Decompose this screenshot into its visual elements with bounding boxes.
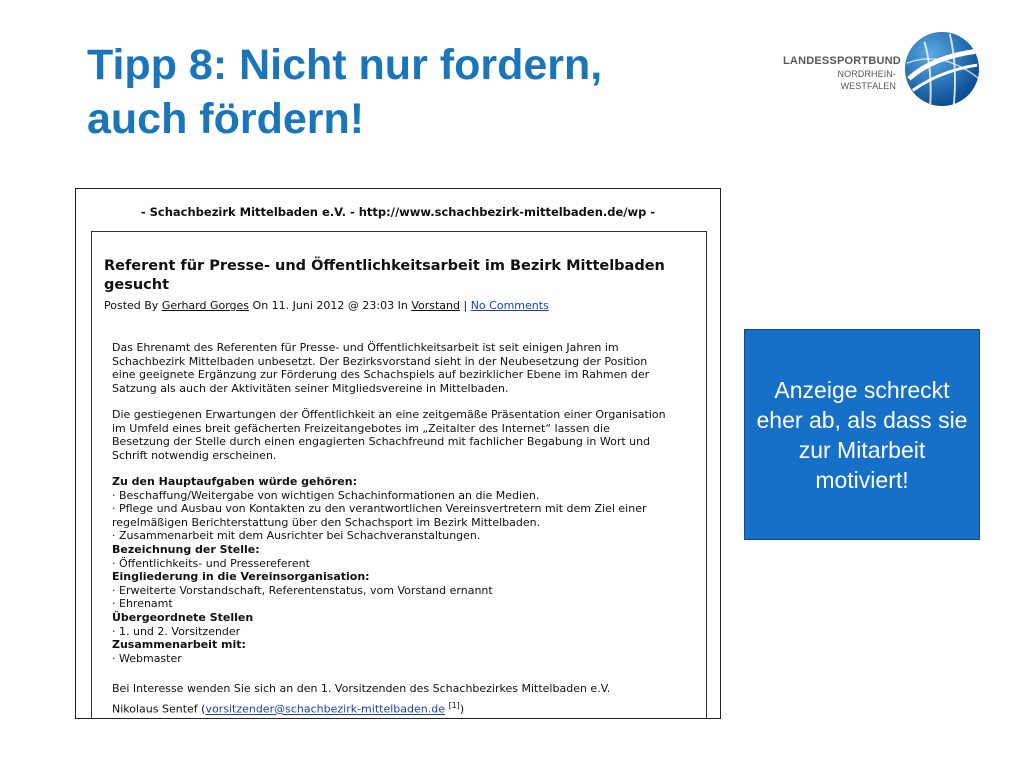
article-box <box>91 231 707 719</box>
paragraph-2 <box>112 408 707 462</box>
contact-footer <box>112 680 707 718</box>
callout-box <box>744 329 980 540</box>
logo-text <box>783 54 901 92</box>
footer-name: Nikolaus Sentef ( <box>112 702 206 716</box>
task-item: · Pflege und Ausbau von Kontakten zu den verantwortlichen Vereinsvertretern mit dem Ziel einer <box>112 502 647 516</box>
footer-line-2 <box>112 697 707 718</box>
integration-item: · Erweiterte Vorstandschaft, Referentenstatus, vom Vorstand ernannt <box>112 583 493 597</box>
post-title-line-1: Referent für Presse- und Öffentlichkeitsarbeit im Bezirk Mittelbaden <box>104 258 665 274</box>
p1-line: Satzung als auch der Aktivitäten seiner Mitgliedsvereine in Mittelbaden. <box>112 381 509 395</box>
cooperation-heading: Zusammenarbeit mit: <box>112 638 246 652</box>
author-link[interactable]: Gerhard Gorges <box>161 299 250 312</box>
meta-separator: | <box>463 299 468 312</box>
p1-line: Schachbezirk Mittelbaden unbesetzt. Der Bezirksvorstand sieht in der Neubesetzung der Position <box>112 354 648 368</box>
slide-title <box>87 38 602 146</box>
scan-header: - Schachbezirk Mittelbaden e.V. - http://www.schachbezirk-mittelbaden.de/wp - <box>140 205 656 219</box>
task-item: · Zusammenarbeit mit dem Ausrichter bei Schachveranstaltungen. <box>112 529 481 543</box>
superior-item: · 1. und 2. Vorsitzender <box>112 624 241 638</box>
meta-date: On 11. Juni 2012 @ 23:03 In <box>252 299 408 312</box>
integration-heading: Eingliederung in die Vereinsorganisation: <box>112 570 370 584</box>
footer-line-1: Bei Interesse wenden Sie sich an den 1. Vorsitzenden des Schachbezirkes Mittelbaden e.V. <box>112 682 611 695</box>
post-title <box>104 257 704 295</box>
category-link[interactable]: Vorstand <box>411 299 460 312</box>
globe-logo-icon <box>903 30 981 108</box>
logo-line-2: NORDRHEIN-WESTFALEN <box>837 69 896 91</box>
p2-line: Die gestiegenen Erwartungen der Öffentlichkeit an eine zeitgemäße Präsentation einer Organisation <box>112 408 666 421</box>
title-line-1: Tipp 8: Nicht nur fordern, <box>87 41 603 89</box>
meta-posted-by: Posted By <box>104 299 159 312</box>
logo-line-1: LANDESSPORTBUND <box>783 55 901 67</box>
tasks-heading: Zu den Hauptaufgaben würde gehören: <box>112 475 357 488</box>
scanned-article <box>75 188 721 719</box>
p2-line: Besetzung der Stelle durch einen engagierten Schachfreund mit fachlicher Begabung in Wort und <box>112 435 651 449</box>
integration-item: · Ehrenamt <box>112 597 173 611</box>
task-item: · Beschaffung/Weitergabe von wichtigen Schachinformationen an die Medien. <box>112 488 540 502</box>
comments-link[interactable]: No Comments <box>470 299 549 312</box>
designation-heading: Bezeichnung der Stelle: <box>112 542 260 556</box>
callout-text: Anzeige schreckt eher ab, als dass sie zur Mitarbeit motiviert! <box>756 376 968 493</box>
footer-close: ) <box>459 702 465 716</box>
title-line-2: auch fördern! <box>87 95 365 143</box>
p2-line: im Umfeld eines breit gefächerten Freizeitangebotes im „Zeitalter des Internet“ lassen die <box>112 421 610 435</box>
footnote-ref: [1] <box>448 701 460 710</box>
task-item: regelmäßigen Berichterstattung über den Schachsport im Bezirk Mittelbaden. <box>112 515 541 529</box>
designation-item: · Öffentlichkeits- und Pressereferent <box>112 556 310 570</box>
paragraph-1 <box>112 341 707 395</box>
email-link[interactable]: vorsitzender@schachbezirk-mittelbaden.de <box>205 702 445 716</box>
post-title-line-2: gesucht <box>104 277 170 293</box>
p1-line: Das Ehrenamt des Referenten für Presse- und Öffentlichkeitsarbeit ist seit einigen Jahren im <box>112 341 619 354</box>
cooperation-item: · Webmaster <box>112 651 182 665</box>
post-meta <box>104 299 549 312</box>
superior-heading: Übergeordnete Stellen <box>112 610 254 624</box>
p2-line: Schrift notwendig erscheinen. <box>112 448 277 462</box>
p1-line: eine geeignete Ergänzung zur Förderung des Schachspiels auf bezirklicher Ebene im Rahmen der <box>112 368 650 382</box>
job-details <box>112 475 707 665</box>
